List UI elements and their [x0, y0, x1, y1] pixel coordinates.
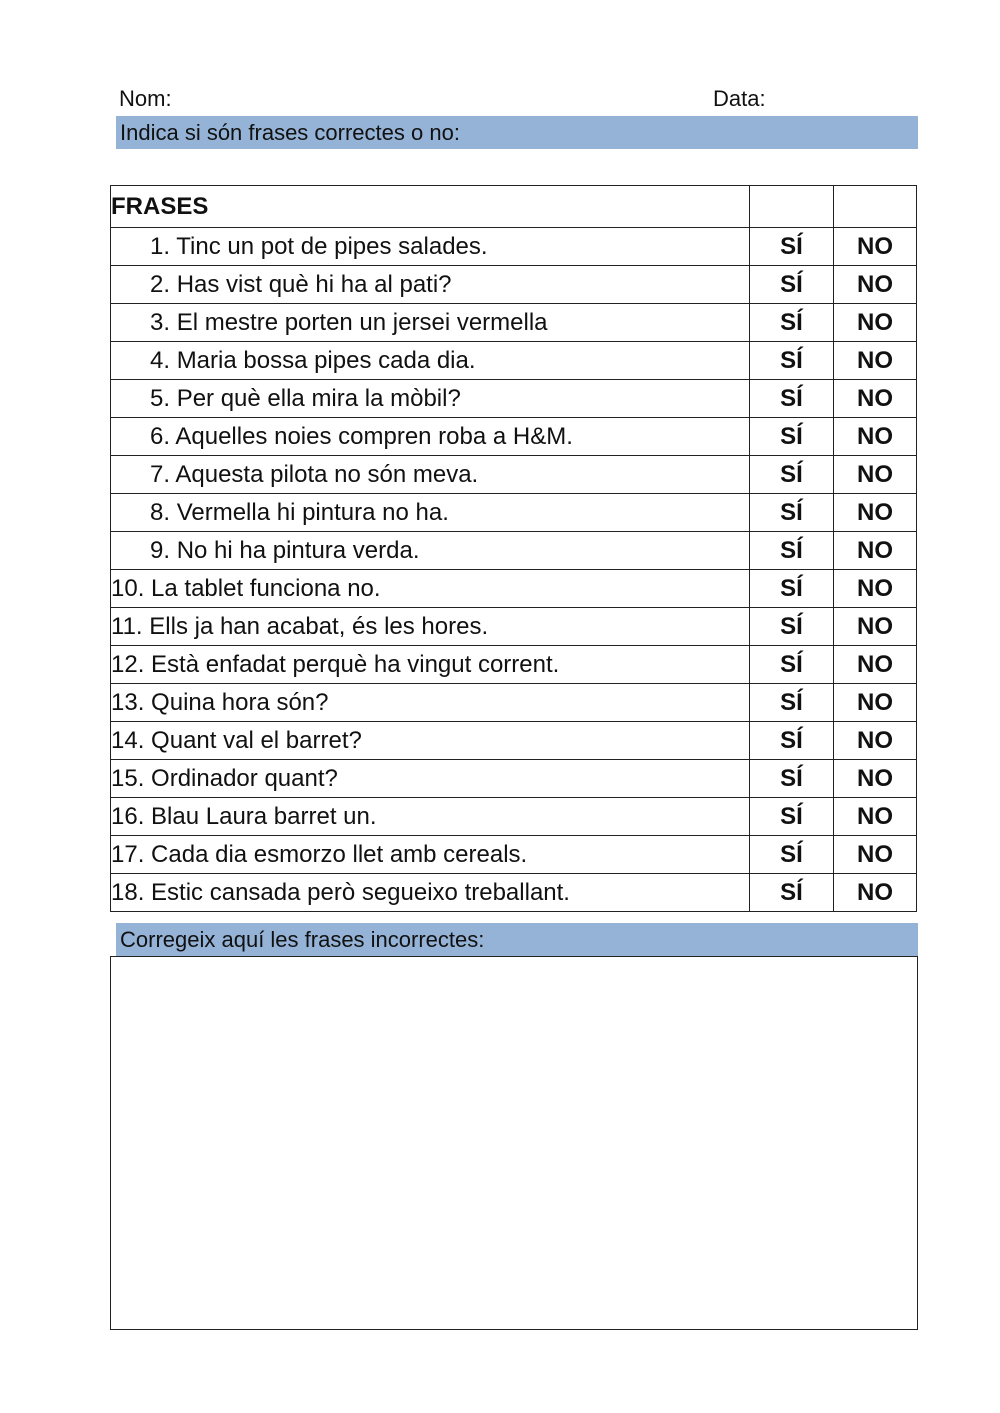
sentence-cell [111, 570, 750, 608]
sentence-text: El mestre porten un jersei vermella [176, 308, 548, 336]
table-row [111, 836, 917, 874]
yes-option[interactable]: SÍ [750, 760, 834, 798]
sentence-number: 9. [150, 536, 171, 564]
sentence-number: 18. [111, 878, 145, 906]
sentence-text: Per què ella mira la mòbil? [176, 384, 461, 412]
no-option[interactable]: NO [834, 380, 917, 418]
yes-option[interactable]: SÍ [750, 380, 834, 418]
no-option[interactable]: NO [834, 342, 917, 380]
sentence-text: No hi ha pintura verda. [176, 536, 420, 564]
table-row [111, 570, 917, 608]
sentence-number: 7. [150, 460, 171, 488]
sentence-text: Aquesta pilota no són meva. [175, 460, 479, 488]
sentence-text: Vermella hi pintura no ha. [176, 498, 449, 526]
sentence-cell [111, 646, 750, 684]
no-option[interactable]: NO [834, 836, 917, 874]
no-option[interactable]: NO [834, 874, 917, 912]
sentence-cell [111, 798, 750, 836]
no-option[interactable]: NO [834, 608, 917, 646]
table-row [111, 418, 917, 456]
sentence-number: 15. [111, 764, 145, 792]
sentence-text: Blau Laura barret un. [151, 802, 377, 830]
table-row [111, 494, 917, 532]
sentence-cell [111, 608, 750, 646]
sentence-cell [111, 228, 750, 266]
header-empty-cell [834, 186, 917, 228]
sentence-text: Aquelles noies compren roba a H&M. [175, 422, 573, 450]
table-row [111, 266, 917, 304]
no-option[interactable]: NO [834, 684, 917, 722]
sentence-text: Ordinador quant? [151, 764, 338, 792]
sentence-cell [111, 722, 750, 760]
yes-option[interactable]: SÍ [750, 684, 834, 722]
sentence-text: Està enfadat perquè ha vingut corrent. [151, 650, 560, 678]
no-option[interactable]: NO [834, 570, 917, 608]
table-row [111, 608, 917, 646]
yes-option[interactable]: SÍ [750, 418, 834, 456]
table-row [111, 798, 917, 836]
sentence-text: Tinc un pot de pipes salades. [176, 232, 488, 260]
sentence-text: Cada dia esmorzo llet amb cereals. [151, 840, 528, 868]
no-option[interactable]: NO [834, 494, 917, 532]
sentence-cell [111, 836, 750, 874]
sentence-number: 17. [111, 840, 145, 868]
table-row [111, 874, 917, 912]
yes-option[interactable]: SÍ [750, 798, 834, 836]
yes-option[interactable]: SÍ [750, 304, 834, 342]
sentence-number: 10. [111, 574, 145, 602]
yes-option[interactable]: SÍ [750, 722, 834, 760]
name-label: Nom: [119, 86, 172, 111]
yes-option[interactable]: SÍ [750, 608, 834, 646]
no-option[interactable]: NO [834, 646, 917, 684]
sentence-text: Ells ja han acabat, és les hores. [149, 612, 489, 640]
sentence-text: Has vist què hi ha al pati? [176, 270, 452, 298]
table-row [111, 532, 917, 570]
yes-option[interactable]: SÍ [750, 494, 834, 532]
correction-answer-box[interactable] [110, 956, 918, 1330]
yes-option[interactable]: SÍ [750, 342, 834, 380]
sentence-cell [111, 380, 750, 418]
yes-option[interactable]: SÍ [750, 456, 834, 494]
no-option[interactable]: NO [834, 418, 917, 456]
sentence-text: Maria bossa pipes cada dia. [176, 346, 476, 374]
sentence-number: 6. [150, 422, 171, 450]
sentence-number: 14. [111, 726, 145, 754]
no-option[interactable]: NO [834, 266, 917, 304]
no-option[interactable]: NO [834, 304, 917, 342]
sentence-number: 3. [150, 308, 171, 336]
no-option[interactable]: NO [834, 722, 917, 760]
yes-option[interactable]: SÍ [750, 646, 834, 684]
no-option[interactable]: NO [834, 760, 917, 798]
sentence-text: La tablet funciona no. [151, 574, 381, 602]
sentence-cell [111, 456, 750, 494]
no-option[interactable]: NO [834, 532, 917, 570]
sentence-cell [111, 342, 750, 380]
header-empty-cell [750, 186, 834, 228]
sentence-cell [111, 532, 750, 570]
sentence-cell [111, 760, 750, 798]
sentence-number: 16. [111, 802, 145, 830]
table-row [111, 760, 917, 798]
sentence-text: Quina hora són? [151, 688, 329, 716]
correction-banner: Corregeix aquí les frases incorrectes: [116, 923, 918, 956]
no-option[interactable]: NO [834, 228, 917, 266]
sentence-number: 12. [111, 650, 145, 678]
table-title: FRASES [111, 186, 750, 228]
sentence-cell [111, 494, 750, 532]
table-row [111, 342, 917, 380]
table-row [111, 646, 917, 684]
no-option[interactable]: NO [834, 456, 917, 494]
table-row [111, 380, 917, 418]
sentence-cell [111, 304, 750, 342]
sentence-cell [111, 266, 750, 304]
date-label: Data: [713, 86, 766, 111]
sentence-text: Quant val el barret? [151, 726, 362, 754]
table-row [111, 304, 917, 342]
yes-option[interactable]: SÍ [750, 266, 834, 304]
sentence-number: 13. [111, 688, 145, 716]
table-row [111, 722, 917, 760]
no-option[interactable]: NO [834, 798, 917, 836]
yes-option[interactable]: SÍ [750, 874, 834, 912]
yes-option[interactable]: SÍ [750, 570, 834, 608]
sentence-number: 5. [150, 384, 171, 412]
yes-option[interactable]: SÍ [750, 228, 834, 266]
table-row [111, 228, 917, 266]
table-header-row [111, 186, 917, 228]
sentence-number: 4. [150, 346, 171, 374]
table-row [111, 456, 917, 494]
yes-option[interactable]: SÍ [750, 836, 834, 874]
sentence-cell [111, 684, 750, 722]
instruction-banner: Indica si són frases correctes o no: [116, 116, 918, 149]
sentence-cell [111, 418, 750, 456]
table-row [111, 684, 917, 722]
sentence-number: 2. [150, 270, 171, 298]
sentence-cell [111, 874, 750, 912]
sentence-number: 8. [150, 498, 171, 526]
sentences-table [110, 185, 917, 912]
sentence-text: Estic cansada però segueixo treballant. [151, 878, 570, 906]
sentence-number: 1. [150, 232, 171, 260]
yes-option[interactable]: SÍ [750, 532, 834, 570]
sentence-number: 11. [111, 612, 143, 640]
